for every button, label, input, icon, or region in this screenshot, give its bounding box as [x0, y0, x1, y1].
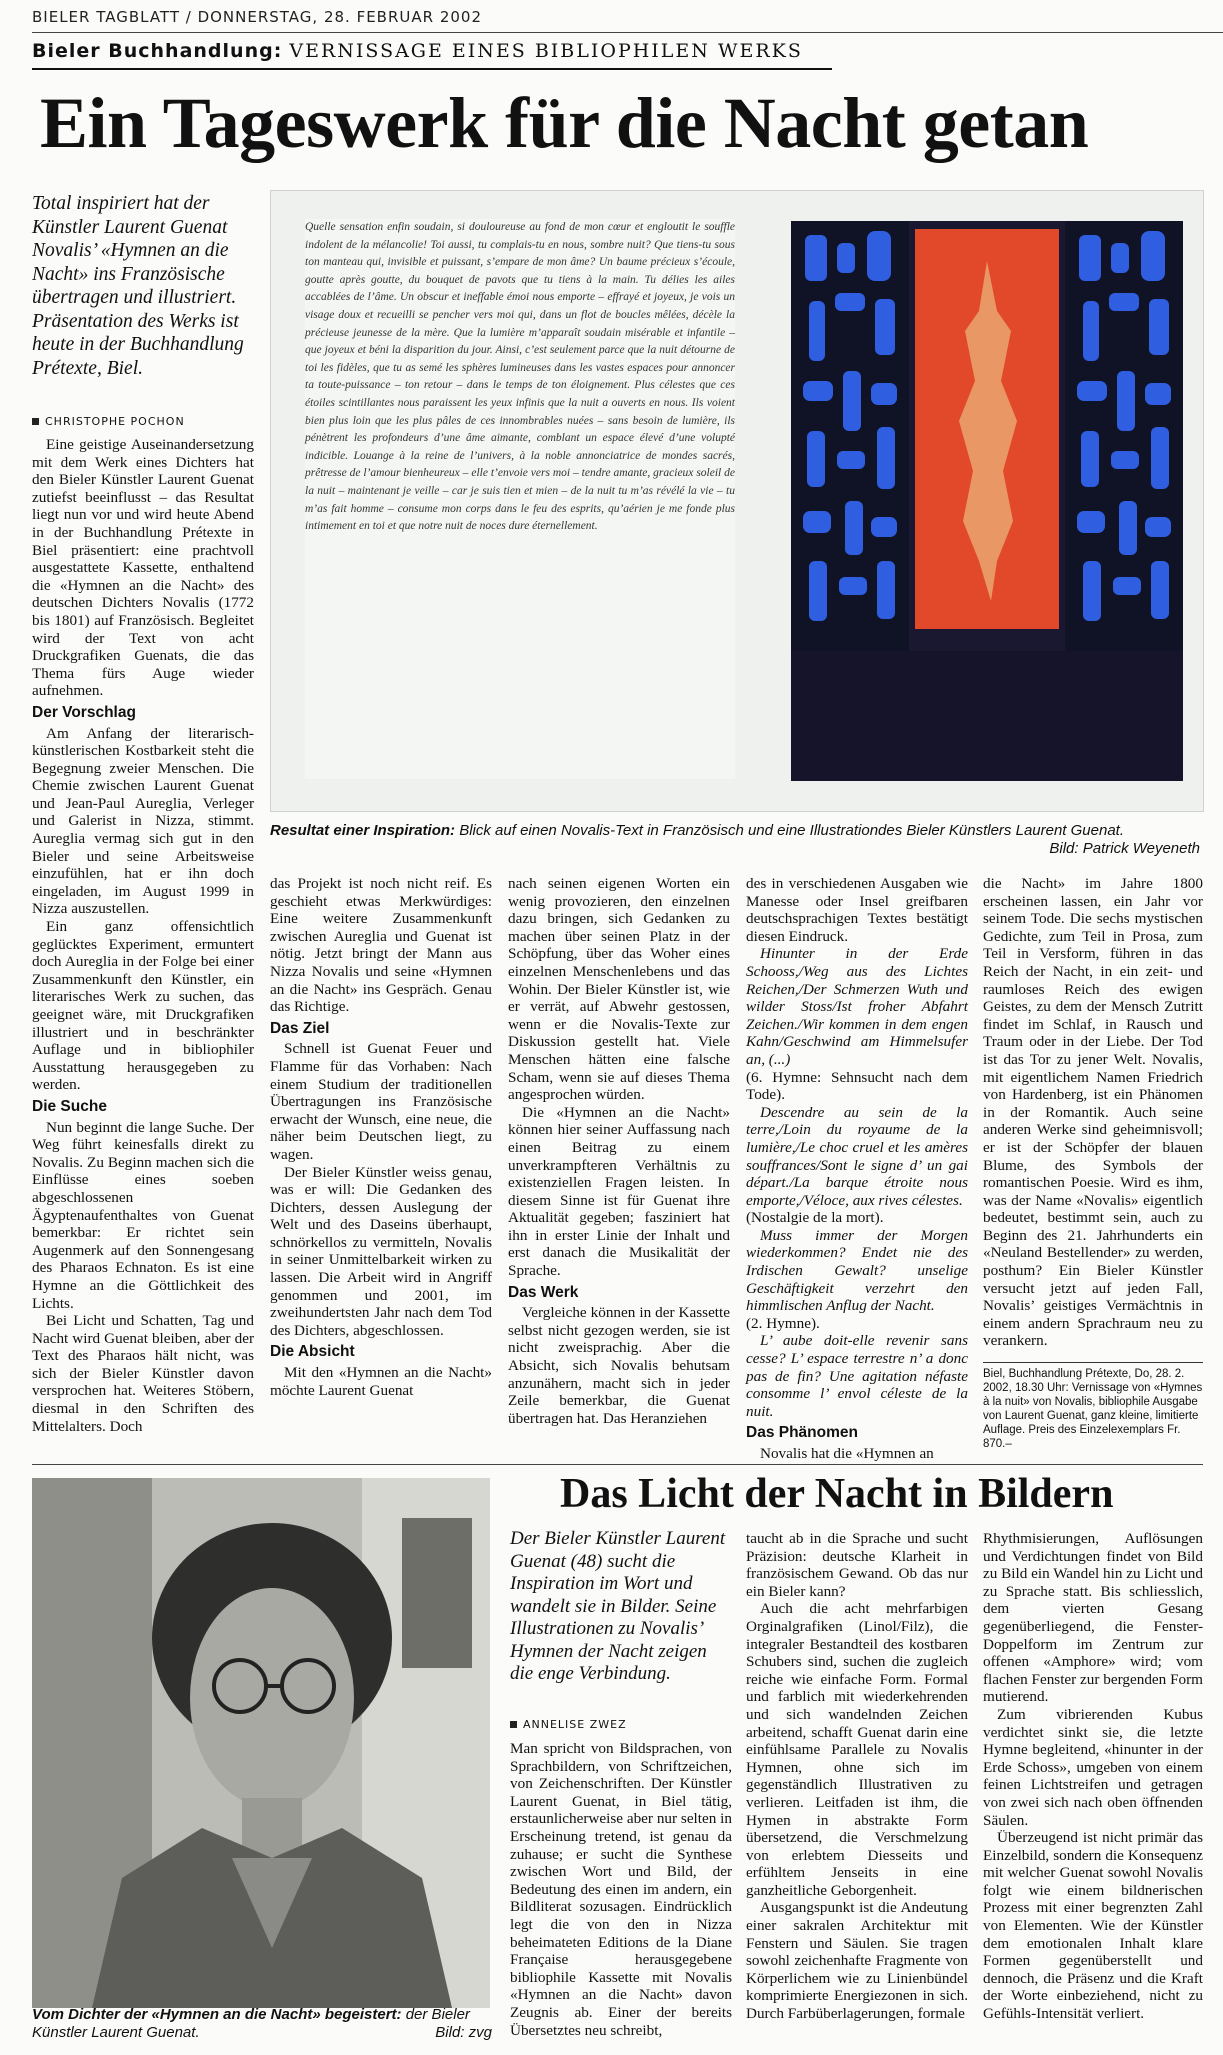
article2-column	[510, 1740, 732, 2039]
headline: Ein Tageswerk für die Nacht getan	[40, 83, 1089, 163]
portrait-caption-text: der Bieler Künstler Laurent Guenat.	[32, 2006, 470, 2041]
main-photo	[270, 190, 1204, 812]
masthead: BIELER TAGBLATT / DONNERSTAG, 28. FEBRUAR 2002	[32, 8, 482, 26]
paragraph: das Projekt ist noch nicht reif. Es geschieht etwas Merkwürdiges: Eine weitere Zusammenkunft zwischen Aureglia und Guenat ist nötig. Jetzt bringt der Mann aus Nizza Novalis und seine «Hymnen an die Nacht» ins Gespräch. Genau das Richtige.	[270, 875, 492, 1016]
paragraph: Mit den «Hymnen an die Nacht» möchte Laurent Guenat	[270, 1364, 492, 1399]
photo-caption	[270, 822, 1200, 858]
paragraph: Descendre au sein de la terre,/Loin du royaume de la lumière,/Le choc cruel et les amères souffrances/Sont le signe d’ un gai départ./La barque étroite nous emporte,/Véloce, aux rives célestes.	[746, 1103, 968, 1209]
paragraph: Rhythmisierungen, Auflösungen und Verdichtungen findet von Bild zu Bild ein Wandel hin zu Licht und zu Sprache statt. Bis schliesslich, dem vierten Gesang gegenüberliegend, die Fenster-Doppelform im Zentrum zur offenen «Amphore» wird; vom flachen Fenster zur bergenden Form mutierend.	[983, 1530, 1203, 1706]
article-column	[983, 875, 1203, 1350]
portrait-photo	[32, 1478, 490, 2008]
paragraph: Eine geistige Auseinandersetzung mit dem Werk eines Dichters hat den Bieler Künstler Laurent Guenat zutiefst beeinflusst – das Resultat liegt nun vor und wird heute Abend in der Buchhandlung Prétexte in Biel präsentiert: eine prachtvoll ausgestattete Kassette, enthaltend die «Hymnen an die Nacht» des deutschen Dichters Novalis (1772 bis 1801) auf Französisch. Begleitet wird der Text von acht Druckgrafiken Guenats, die das Thema fürs Auge wieder aufnehmen.	[32, 436, 254, 700]
paragraph: taucht ab in die Sprache und sucht Präzision: deutsche Klarheit in französischem Gewand. Ob das nur ein Bieler kann?	[746, 1530, 968, 1600]
subheading: Das Werk	[508, 1283, 579, 1301]
kicker-text: VERNISSAGE EINES BIBLIOPHILEN WERKS	[289, 40, 803, 62]
photo-credit: Bild: Patrick Weyeneth	[1049, 840, 1200, 857]
subheading: Das Ziel	[270, 1019, 330, 1037]
article-column	[270, 875, 492, 1399]
portrait-caption-title: Vom Dichter der «Hymnen an die Nacht» begeistert:	[32, 2006, 402, 2023]
novalis-text-page	[305, 219, 735, 779]
paragraph: Muss immer der Morgen wiederkommen? Endet nie des Irdischen Gewalt? unselige Geschäftigkeit verzehrt den himmlischen Anflug der Nacht.	[746, 1226, 968, 1315]
subheading: Der Vorschlag	[32, 703, 136, 721]
paragraph: Hinunter in der Erde Schooss,/Weg aus des Lichtes Reichen,/Der Schmerzen Wuth und wilder Stoss/Ist froher Abfahrt Zeichen./Wir kommen in dem engen Kahn/Geschwind am Himmelsufer an, (...)	[746, 945, 968, 1068]
paragraph: (2. Hymne).	[746, 1314, 820, 1332]
paragraph: Überzeugend ist nicht primär das Einzelbild, sondern die Konsequenz mit welcher Guenat sowohl Novalis folgt wie einem bildnerischen Prozess mit einer begrenzten Zahl von Elementen. Wie der Künstler dem emotionalen Inhalt klare Formen gegenüberstellt und dennoch, die Präsenz und die Kraft der Worte einbeziehend, nicht zu Gefühls-Intensität verliert.	[983, 1829, 1203, 2023]
paragraph: nach seinen eigenen Worten ein wenig provozieren, den einzelnen dazu bringen, sich Gedanken zu machen über seinen Platz in der Schöpfung, über das Woher eines einzelnen Menschenlebens und das Wohin. Der Bieler Künstler ist, wie er verrät, auf Abwehr gestossen, wenn er die Novalis-Texte zur Diskussion gestellt hat. Viele Menschen hätten eine falsche Scham, wenn sie auf dieses Thema angesprochen würden.	[508, 875, 730, 1104]
kicker	[32, 40, 803, 62]
article-column	[508, 875, 730, 1427]
novalis-french-text: Quelle sensation enfin soudain, si douloureuse au fond de mon cœur et engloutit le souffle indolent de la mélancolie! Toi aussi, tu complais-tu en nous, sombre nuit? Que tiens-tu sous ton manteau qui, invisible et puissant, s’empare de mon âme? Un baume précieux s’écoule, goutte après goutte, du bouquet de pavots que tu tiens à la main. Tu délies les ailes accablées de l’âme. Un obscur et ineffable émoi nous emporte – effrayé et joyeux, je vois un visage doux et recueilli se pencher vers moi qui, dans un flot de boucles mêlées, décèle la précieuse jeunesse de la mère. Que la lumière m’apparaît soudain misérable et infantile – que joyeux et béni la disparition du jour. Ainsi, c’est seulement parce que la nuit détourne de toi les fidèles, que tu as semé les sphères lumineuses dans les vastes espaces pour annoncer ta toute-puissance – ton retour – dans le temps de ton éloignement. Plus célestes que ces étoiles scintillantes nous paraissent les yeux infinis que la nuit a ouverts en nous. Ils voient bien plus loin que les plus pâles de ces innombrables nuées – sans besoin de lumière, ils pénètrent les profondeurs d’une âme aimante, comblant un espace élevé d’une volupté indicible. Louange à la reine de l’univers, à la noble annonciatrice de mondes sacrés, prêtresse de l’amour bienheureux – elle t’envoie vers moi – tendre amante, gracieux soleil de la nuit – maintenant je veille – car je suis tien et mien – de la nuit tu m’as révélé la vie – tu m’as fait homme – consume mon corps dans le feu des esprits, qu’aérien je me fonde plus intimement en toi et que notre nuit de noces dure éternellement.	[305, 221, 735, 533]
paragraph: Auch die acht mehrfarbigen Orginalgrafiken (Linol/Filz), die integraler Bestandteil des kostbaren Schubers sind, suchen die zugleich reiche wie einfache Form. Formal und farblich mit wiederkehrenden und sich wandelnden Zeichen arbeitend, schafft Guenat darin eine einfühlsame Parallele zu Novalis Hymnen, ohne sich im gegenständlich Illustrativen zu verlieren. Leitfaden ist ihm, die Hymen in abstrakte Form übersetzend, die Verschmelzung von erlebtem Diesseits und erfühltem Jenseits in eine ganzheitliche Geborgenheit.	[746, 1600, 968, 1899]
kicker-label: Bieler Buchhandlung:	[32, 40, 283, 62]
paragraph: L’ aube doit-elle revenir sans cesse? L’ espace terrestre n’ a donc pas de fin? Une agitation néfaste consomme l’ envol céleste de la nuit.	[746, 1332, 968, 1420]
paragraph: Schnell ist Guenat Feuer und Flamme für das Vorhaben: Nach einem Studium der traditionellen Übertragungen ins Französische erwacht der Wunsch, eine neue, die näher beim Deutschen liegt, zu wagen.	[270, 1040, 492, 1163]
kicker-rule	[32, 68, 832, 70]
paragraph: Vergleiche können in der Kassette selbst nicht gezogen werden, sie ist nicht zweisprachig. Aber die Absicht, sich Novalis behutsam anzunähern, macht sich in jeder Zeile bemerkbar, die Guenat übertragen hat. Das Heranziehen	[508, 1304, 730, 1427]
article2-headline: Das Licht der Nacht in Bildern	[560, 1471, 1114, 1517]
paragraph: (Nostalgie de la mort).	[746, 1209, 884, 1227]
paragraph: Der Bieler Künstler weiss genau, was er will: Die Gedanken des Dichters, dessen Auslegung der Welt und des Daseins überhaupt, schnörkellos zu vermitteln, Novalis in seiner Unmittelbarkeit wirken zu lassen. Die Arbeit wird in Angriff genommen und 2001, im zweihundertsten Jahr nach dem Tod des Dichters, abgeschlossen.	[270, 1163, 492, 1339]
subheading: Das Phänomen	[746, 1424, 858, 1442]
paragraph: Ausgangspunkt ist die Andeutung einer sakralen Architektur mit Fenstern und Säulen. Sie tragen sowohl zeichenhafte Fragmente von Körperlichem wie zu Linienbündel komprimierte Energiezonen in sich. Durch Farbüberlagerungen, formale	[746, 1899, 968, 2023]
paragraph: Zum vibrierenden Kubus verdichtet sinkt sie, die letzte Hymne begleitend, «hinunter in der Erde Schoss», umgeben von einem feinen Lichtstreifen und getragen von zwei sich nach oben öffnenden Säulen.	[983, 1705, 1203, 1829]
paragraph: (6. Hymne: Sehnsucht nach dem Tode).	[746, 1068, 968, 1104]
paragraph: Die «Hymnen an die Nacht» können hier seiner Auffassung nach einen Beitrag zu einem unverkrampfteren Verhältnis zu existenziellen Fragen leisten. In diesem Sinne ist für Guenat ihre Aktualität gegeben; fasziniert hat ihn in erster Linie der Inhalt und erst danach die Musikalität der Sprache.	[508, 1103, 730, 1280]
paragraph: des in verschiedenen Ausgaben wie Manesse oder Insel greifbaren deutschsprachigen Textes bestätigt diesen Eindruck.	[746, 875, 968, 945]
paragraph: Novalis hat die «Hymnen an	[760, 1445, 934, 1462]
paragraph: Ein ganz offensichtlich geglücktes Experiment, ermuntert doch Aureglia in der Folge bei einer Zusammenkunft den Künstler, ein literarisches Werk zu suchen, das geeignet wäre, mit Druckgrafiken illustriert und in beschränkter Auflage und in bibliophiler Ausstattung herausgegeben zu werden.	[32, 918, 254, 1094]
subheading: Die Suche	[32, 1097, 107, 1115]
portrait-caption	[32, 2006, 492, 2042]
masthead-rule	[32, 32, 1223, 33]
event-info-text: Vernissage von «Hymnes à la nuit» von Novalis, bibliophile Ausgabe von Laurent Guenat, ganz kleine, limitierte Auflage. Preis des Einzelexemplars Fr. 870.–	[983, 1382, 1203, 1450]
article2-byline: ANNELISE ZWEZ	[510, 1718, 627, 1731]
article2-column	[746, 1530, 968, 2023]
event-info-box	[983, 1362, 1203, 1451]
paragraph: Nun beginnt die lange Suche. Der Weg führt keinesfalls direkt zu Novalis. Zu Beginn machen sich die Einflüsse eines soeben abgeschlossenen Ägyptenaufenthaltes von Guenat bemerkbar: Er richtet sein Augenmerk auf den Sonnengesang des Pharaos Echnaton. Es ist eine Hymne an die Göttlichkeit des Lichts.	[32, 1118, 254, 1312]
caption-text: Blick auf einen Novalis-Text in Französisch und eine Illustrationdes Bieler Künstlers Laurent Guenat.	[455, 822, 1125, 839]
guenat-illustration	[791, 221, 1183, 781]
article-column	[746, 875, 968, 1463]
subheading: Die Absicht	[270, 1343, 355, 1361]
lead-paragraph: Total inspiriert hat der Künstler Laurent Guenat Novalis’ «Hymnen an die Nacht» ins Französische übertragen und illustriert. Präsentation des Werks ist heute in der Buchhandlung Prétexte, Biel.	[32, 193, 244, 379]
event-info-place: Biel, Buchhandlung Prétexte, Do, 28. 2. 2002, 18.30 Uhr:	[983, 1368, 1185, 1394]
paragraph: Am Anfang der literarisch-künstlerischen Kostbarkeit steht die Begegnung zweier Menschen. Die Chemie zwischen Laurent Guenat und Jean-Paul Aureglia, Verleger und Galerist in Nizza, stimmt. Aureglia vermag sich gut in den Bieler und seine Arbeitsweise einzufühlen, hat er ihn doch eingeladen, im August 1999 in Nizza auszustellen.	[32, 724, 254, 918]
paragraph: die Nacht» im Jahre 1800 erscheinen lassen, ein Jahr vor seinem Tode. Die sechs mystischen Gedichte, zum Teil in Prosa, zum Teil in Versform, führen in das Reich der Nacht, in ein zeit- und raumloses Reich des ewigen Geistes, zu dem der Mensch Zutritt findet im Schlaf, in Rausch und Traum oder in der Liebe. Der Tod ist das Tor zu jener Welt. Novalis, mit eigentlichem Namen Friedrich von Hardenberg, ist ein Phänomen in der Romantik. Auch seine anderen Werke sind geheimnisvoll; er ist der Schöpfer der blauen Blume, des Symbols der romantischen Poesie. Wird es ihm, was der Name «Novalis» eigentlich bedeutet, bestimmt sein, auch zu Beginn des 21. Jahrhunderts ein «Neuland Bestellender» zu werden, posthum? Ein Bieler Künstler versucht jetzt auf jeden Fall, Novalis’ geistiges Vermächtnis in einem andern Sprachraum neu zu verankern.	[983, 875, 1203, 1350]
byline: CHRISTOPHE POCHON	[32, 415, 185, 428]
paragraph: Man spricht von Bildsprachen, von Sprachbildern, von Schriftzeichen, von Zeichenschriften. Der Künstler Laurent Guenat, in Biel tätig, erstaunlicherweise aber nur selten in Erscheinung tretend, ist genau da zuhause; er sucht die Synthese zwischen Wort und Bild, der Bedeutung des einen im andern, ein Bildliterat sozusagen. Eindrücklich legt die von den in Nizza beheimateten Editions de la Diane Française herausgegebene bibliophile Kassette mit Novalis «Hymnen an die Nacht» davon Zeugnis ab. Einer der bereits Übersetztes neu schreibt,	[510, 1740, 732, 2039]
article2-column	[983, 1530, 1203, 2023]
caption-title: Resultat einer Inspiration:	[270, 822, 456, 839]
article2-lead: Der Bieler Künstler Laurent Guenat (48) sucht die Inspiration im Wort und wandelt sie in Bilder. Seine Illustrationen zu Novalis’ Hymnen der Nacht zeigen die enge Verbindung.	[510, 1528, 726, 1684]
section-divider	[32, 1464, 1203, 1465]
paragraph: Bei Licht und Schatten, Tag und Nacht wird Guenat bleiben, aber der Text des Pharaos hält nicht, was sich der Bieler Künstler davon versprochen hat. Weiteres Stöbern, diesmal in den Schriften des Mittelalters. Doch	[32, 1312, 254, 1435]
portrait-credit: Bild: zvg	[435, 2024, 492, 2041]
article-column	[32, 436, 254, 1435]
portrait-image	[32, 1478, 490, 2008]
